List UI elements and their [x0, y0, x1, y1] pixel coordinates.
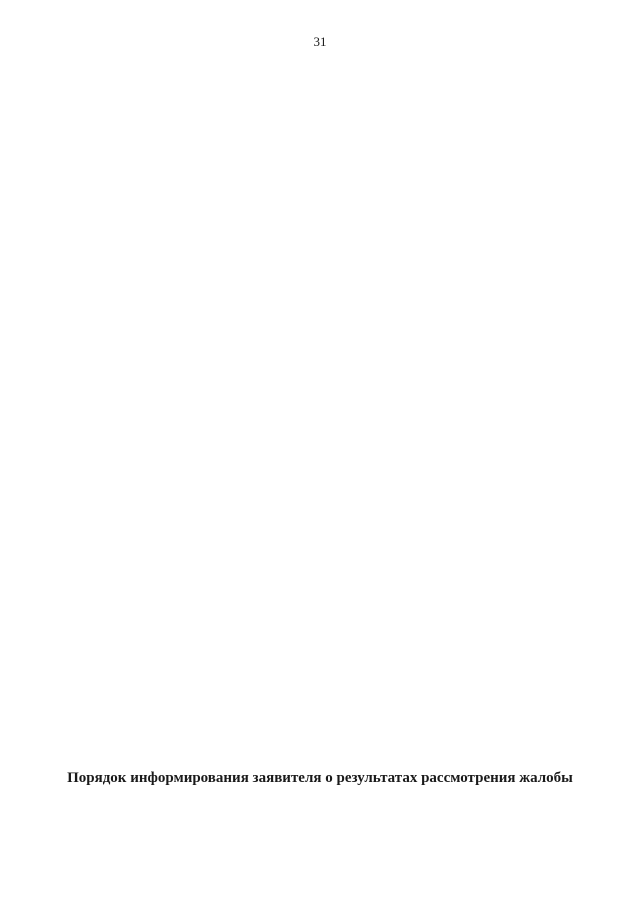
page-number: 31 [313, 34, 327, 49]
section-heading: Порядок информирования заявителя о результатах рассмотрения жалобы [67, 770, 573, 786]
